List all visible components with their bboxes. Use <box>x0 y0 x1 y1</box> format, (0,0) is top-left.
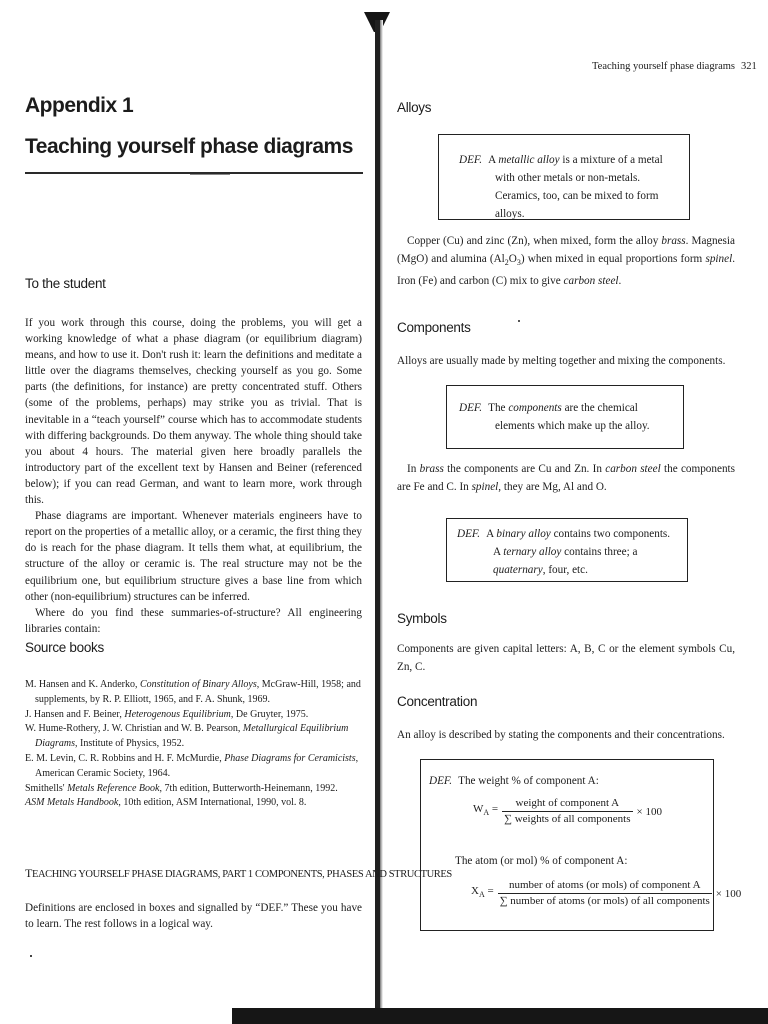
chapter-title: Teaching yourself phase diagrams <box>25 135 353 158</box>
page-number: 321 <box>741 61 757 72</box>
formula-lhs: $W_A$ = <box>473 803 499 818</box>
formula-fraction: $\frac{\text{weight of component A}}{\text{∑ weights of all components}}$ <box>504 797 631 825</box>
reference-item: ASM Metals Handbook, 10th edition, ASM International, 1990, vol. 8. <box>25 797 307 809</box>
section-heading-source-books: Source books <box>25 640 104 655</box>
section-heading-student: To the student <box>25 276 106 291</box>
components-examples-paragraph: In brass the components are Cu and Zn. In carbon steel the components are Fe and C. In spinel, they are Mg, Al and O. <box>397 463 736 493</box>
reference-list <box>25 678 362 811</box>
student-paragraph-1: If you work through this course, doing the problems, you will get a working knowledge of what a phase diagram (or equilibrium diagram) means, and how to use it. Don't rush it: learn the definitions and meditate a little over the diagrams themselves, checking yourself as you go. Some parts (the definitions, for instance) are pretty concentrated stuff. Others (some of the problems, perhaps) may strike you as trivial. That is inevitable in a “teach yourself” course which has to accommodate students with differing backgrounds. Do them anyway. The whole thing should take you about 4 hours. The material given here broadly parallels the introductory part of the excellent text by Hansen and Beiner (referenced below); if you can read German, and want to learn more, work through this. <box>25 317 362 507</box>
atom-percent-formula <box>471 878 741 909</box>
components-intro-paragraph: Alloys are usually made by melting together and mixing the components. <box>397 355 726 367</box>
book-spine-shadow <box>380 20 383 1010</box>
title-rule-accent <box>190 174 230 175</box>
alloys-examples-paragraph: Copper (Cu) and zinc (Zn), when mixed, form the alloy brass. Magnesia (MgO) and alumina $(Al_2O_3)$ when mixed in equal proportions form spinel. Iron (Fe) and carbon (C) mix to give carbon steel. <box>397 235 735 288</box>
running-head: Teaching yourself phase diagrams 321 <box>592 61 757 72</box>
section-heading-components: Components <box>397 320 471 335</box>
reference-item: J. Hansen and F. Beiner, Heterogenous Equilibrium, De Gruyter, 1975. <box>25 708 309 720</box>
weight-percent-label: DEF. The weight % of component A: <box>429 775 599 787</box>
student-section-body <box>25 315 362 637</box>
reference-item: M. Hansen and K. Anderko, Constitution of Binary Alloys, McGraw-Hill, 1958; and supplements, by R. P. Elliott, 1965, and F. A. Shunk, 1969. <box>25 679 361 705</box>
definition-box-components <box>446 385 684 449</box>
symbols-paragraph: Components are given capital letters: A, B, C or the element symbols Cu, Zn, C. <box>397 643 735 673</box>
definition-text: DEF. A binary alloy contains two components. A ternary alloy contains three; a quaternary, four, etc. <box>457 528 671 576</box>
boxes-instruction-paragraph: Definitions are enclosed in boxes and signalled by “DEF.” These you have to learn. The rest follows in a logical way. <box>25 902 362 931</box>
section-heading-alloys: Alloys <box>397 100 432 115</box>
definition-box-concentration <box>420 759 742 931</box>
scan-speck <box>518 320 520 322</box>
definition-text: DEF. The components are the chemical elements which make up the alloy. <box>459 402 650 432</box>
reference-item: Smithells' Metals Reference Book, 7th edition, Butterworth-Heinemann, 1992. <box>25 782 338 794</box>
definition-box-binary-alloy <box>446 518 688 582</box>
reference-item: W. Hume-Rothery, J. W. Christian and W. B. Pearson, Metallurgical Equilibrium Diagrams, Institute of Physics, 1952. <box>25 723 349 750</box>
definition-text: DEF. A metallic alloy is a mixture of a metal with other metals or non-metals. Ceramics, too, can be mixed to form alloys. <box>459 154 663 220</box>
part-heading: TEACHING YOURSELF PHASE DIAGRAMS, PART 1 COMPONENTS, PHASES AND STRUCTURES <box>25 866 452 880</box>
formula-lhs: $X_A$ = <box>471 885 494 900</box>
definition-box-alloy <box>438 134 690 220</box>
student-paragraph-3: Where do you find these summaries-of-structure? All engineering libraries contain: <box>25 606 362 635</box>
section-heading-symbols: Symbols <box>397 611 447 626</box>
reference-item: E. M. Levin, C. R. Robbins and H. F. McMurdie, Phase Diagrams for Ceramicists, American Ceramic Society, 1964. <box>25 752 359 779</box>
formula-multiplier: × 100 <box>636 805 662 818</box>
section-heading-concentration: Concentration <box>397 694 478 709</box>
scan-edge-shadow <box>232 1008 768 1024</box>
weight-percent-formula <box>473 796 662 827</box>
scan-speck <box>30 955 32 957</box>
concentration-paragraph: An alloy is described by stating the components and their concentrations. <box>397 729 725 741</box>
appendix-label: Appendix 1 <box>25 94 134 117</box>
formula-multiplier: × 100 <box>715 887 742 900</box>
student-paragraph-2: Phase diagrams are important. Whenever materials engineers have to report on the properties of a metallic alloy, or a ceramic, the first thing they do is reach for the phase diagram. It tells them what, at equilibrium, the structure of the alloy or ceramic is. The real structure may not be the equilibrium one, but equilibrium structure gives a base line from which other (non-equilibrium) structures can be inferred. <box>25 510 362 603</box>
atom-percent-label: The atom (or mol) % of component A: <box>455 855 628 867</box>
formula-fraction: $\frac{\text{number of atoms (or mols) of component A}}{\text{∑ number of atoms (or mols) of all components}}$ <box>499 879 710 907</box>
